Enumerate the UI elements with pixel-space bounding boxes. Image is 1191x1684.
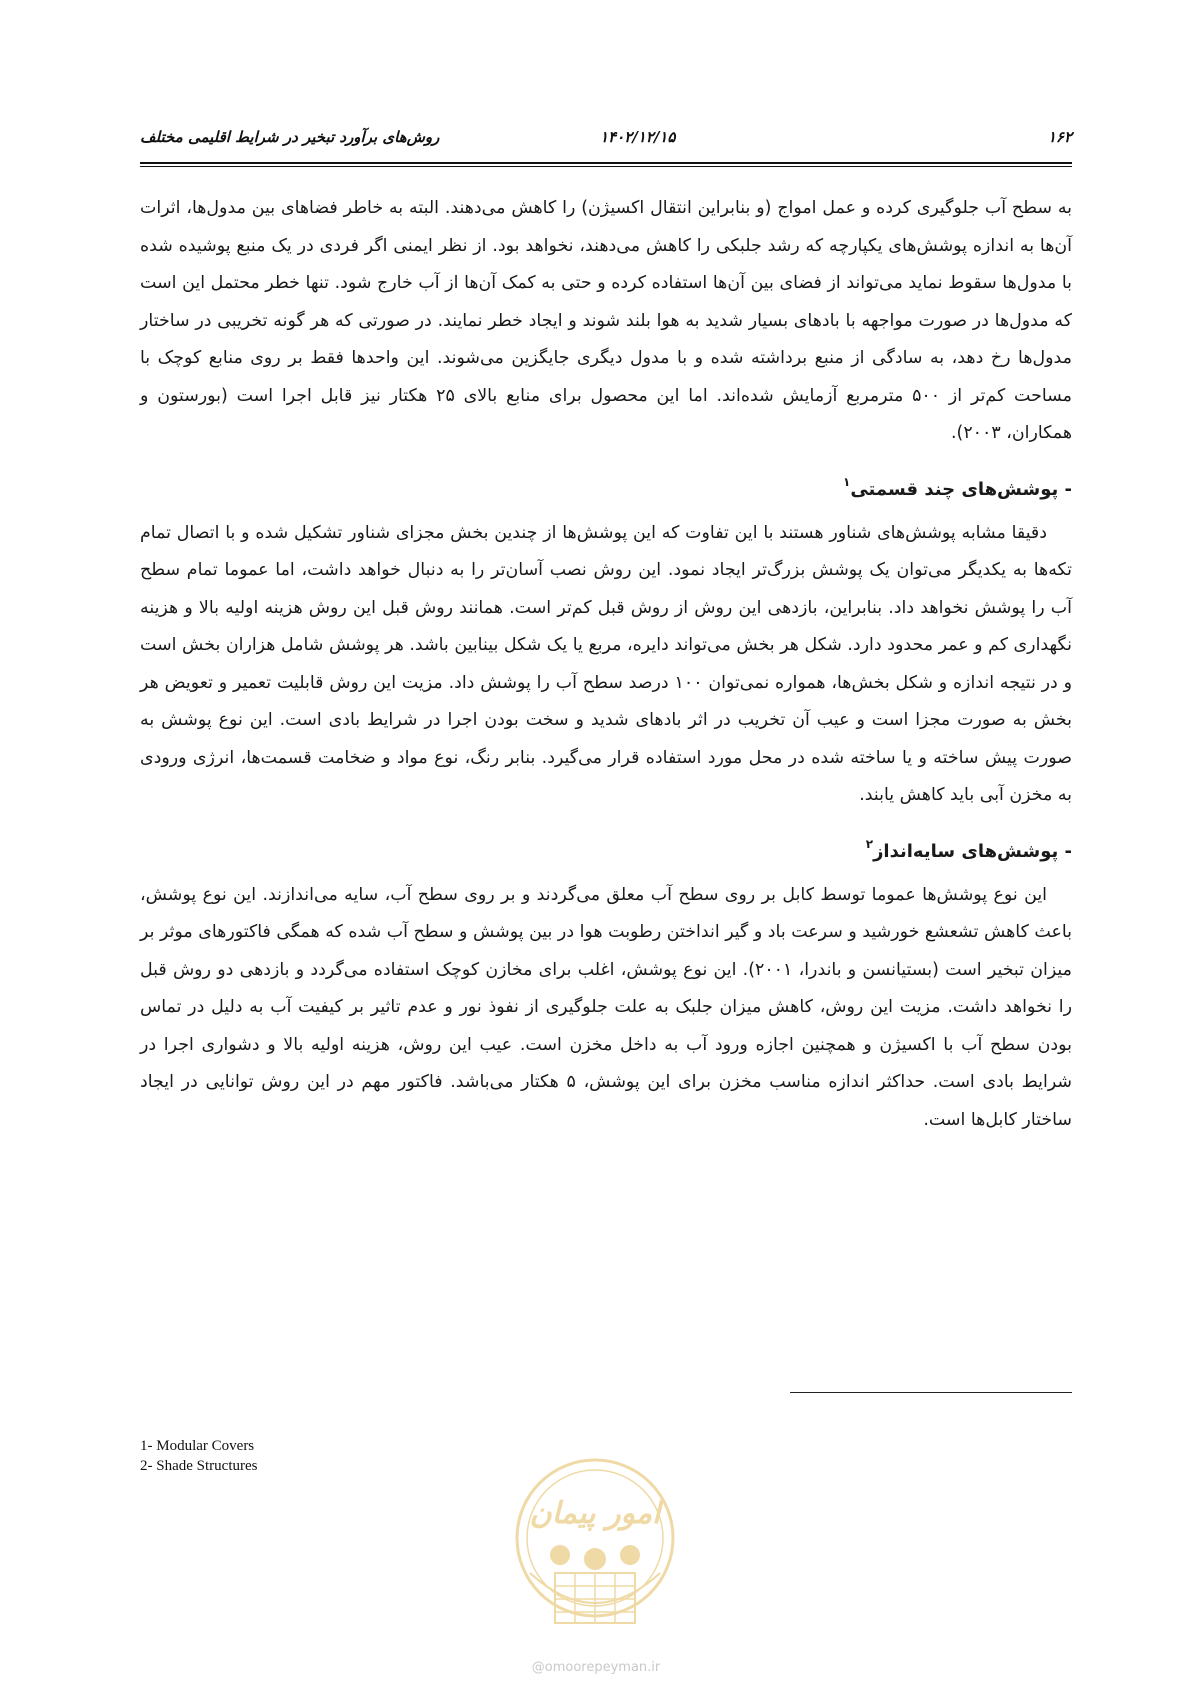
page-header — [140, 124, 1072, 150]
article-body — [140, 190, 1072, 1139]
footnote-rule — [790, 1392, 1072, 1393]
footnote-marker: ۱ — [843, 474, 851, 489]
header-rule — [140, 162, 1072, 167]
paragraph-modular-continued: به سطح آب جلوگیری کرده و عمل امواج (و بنابراین انتقال اکسیژن) را کاهش می‌دهند. البته به خاطر فضاهای بین مدول‌ها، اثرات آن‌ها به اندازه پوشش‌های یکپارچه که رشد جلبکی را کاهش می‌دهند، نخواهد بود. از نظر ایمنی اگر فردی در یک منبع پوشیده شده با مدول‌ها سقوط نماید می‌تواند از فضای بین آن‌ها استفاده کرده و حتی به کمک آن‌ها از آب خارج شود. تنها خطر محتمل این است که مدول‌ها در صورت مواجهه با بادهای بسیار شدید به هوا بلند شوند و ایجاد خطر نمایند. در صورتی که هر گونه تخریبی در ساختار مدول‌ها رخ دهد، به سادگی از منبع برداشته شده و با مدول دیگری جایگزین می‌شوند. این واحدها فقط بر روی منابع کوچک با مساحت کم‌تر از ۵۰۰ مترمربع آزمایش شده‌اند. اما این محصول برای منابع بالای ۲۵ هکتار نیز قابل اجرا است (بورستون و همکاران، ۲۰۰۳). — [140, 198, 1072, 443]
section-title: - پوشش‌های سایه‌انداز — [873, 840, 1072, 862]
running-title: روش‌های برآورد تبخیر در شرایط اقلیمی مختلف — [140, 128, 440, 146]
paragraph-multipart-covers: دقیقا مشابه پوشش‌های شناور هستند با این تفاوت که این پوشش‌ها از چندین بخش مجزای شناور تشکیل شده و با اتصال تمام تکه‌ها به یکدیگر می‌توان یک پوشش بزرگ‌تر ایجاد نمود. این روش نصب آسان‌تر را به دنبال خواهد داشت، اما عموما تمام سطح آب را پوشش نخواهد داد. بنابراین، بازدهی این روش از روش قبل کم‌تر است. همانند روش قبل این روش هزینه اولیه بالا و هزینه نگهداری کم و عمر محدود دارد. شکل هر بخش می‌تواند دایره، مربع یا یک شکل بینابین باشد. هر پوشش شامل هزاران بخش است و در نتیجه اندازه و شکل بخش‌ها، همواره نمی‌توان ۱۰۰ درصد سطح آب را پوشش داد. مزیت این روش قابلیت تعمیر و تعویض هر بخش به صورت مجزا است و عیب آن تخریب در اثر بادهای شدید و سخت بودن اجرا در شرایط بادی است. این نوع پوشش به صورت پیش ساخته و یا ساخته شده در محل مورد استفاده قرار می‌گیرد. بنابر رنگ، نوع مواد و ضخامت قسمت‌ها، انرژی ورودی به مخزن آبی باید کاهش یابند. — [140, 522, 1073, 805]
footnote-2: 2- Shade Structures — [140, 1458, 258, 1474]
watermark: @omoorepeyman.ir — [531, 1660, 661, 1675]
footnote-1: 1- Modular Covers — [140, 1438, 255, 1454]
paragraph-shade-covers: این نوع پوشش‌ها عموما توسط کابل بر روی سطح آب معلق می‌گردند و بر روی سطح آب، سایه می‌اندازند. این نوع پوشش، باعث کاهش تشعشع خورشید و سرعت باد و گیر انداختن رطوبت هوا در بین پوشش و سطح آب شده که همگی فاکتورهای موثر بر میزان تبخیر است (بستیانسن و باندرا، ۲۰۰۱). این نوع پوشش، اغلب برای مخازن کوچک استفاده می‌گردد و بازدهی دو روش قبل را نخواهد داشت. مزیت این روش، کاهش میزان جلبک به علت جلوگیری از نفوذ نور و عدم تاثیر بر کیفیت آب به دلیل در تماس بودن سطح آب با اکسیژن و همچنین اجازه ورود آب به داخل مخزن است. عیب این روش، هزینه اولیه بالا و دشواری اجرا در شرایط بادی است. حداکثر اندازه مناسب مخزن برای این پوشش، ۵ هکتار می‌باشد. فاکتور مهم در این روش توانایی در ایجاد ساختار کابل‌ها است. — [140, 884, 1072, 1130]
footnotes — [140, 1436, 257, 1476]
section-heading-multipart-covers — [140, 467, 1072, 507]
logo-text: امور پیمان — [529, 1496, 661, 1531]
footnote-marker: ۲ — [865, 836, 874, 851]
section-title: - پوشش‌های چند قسمتی — [850, 478, 1072, 500]
section-heading-shade-covers — [140, 829, 1072, 869]
page-number: ۱۶۲ — [1047, 128, 1072, 146]
issue-date: ۱۴۰۲/۱۲/۱۵ — [600, 128, 676, 146]
publisher-logo — [510, 1453, 680, 1643]
